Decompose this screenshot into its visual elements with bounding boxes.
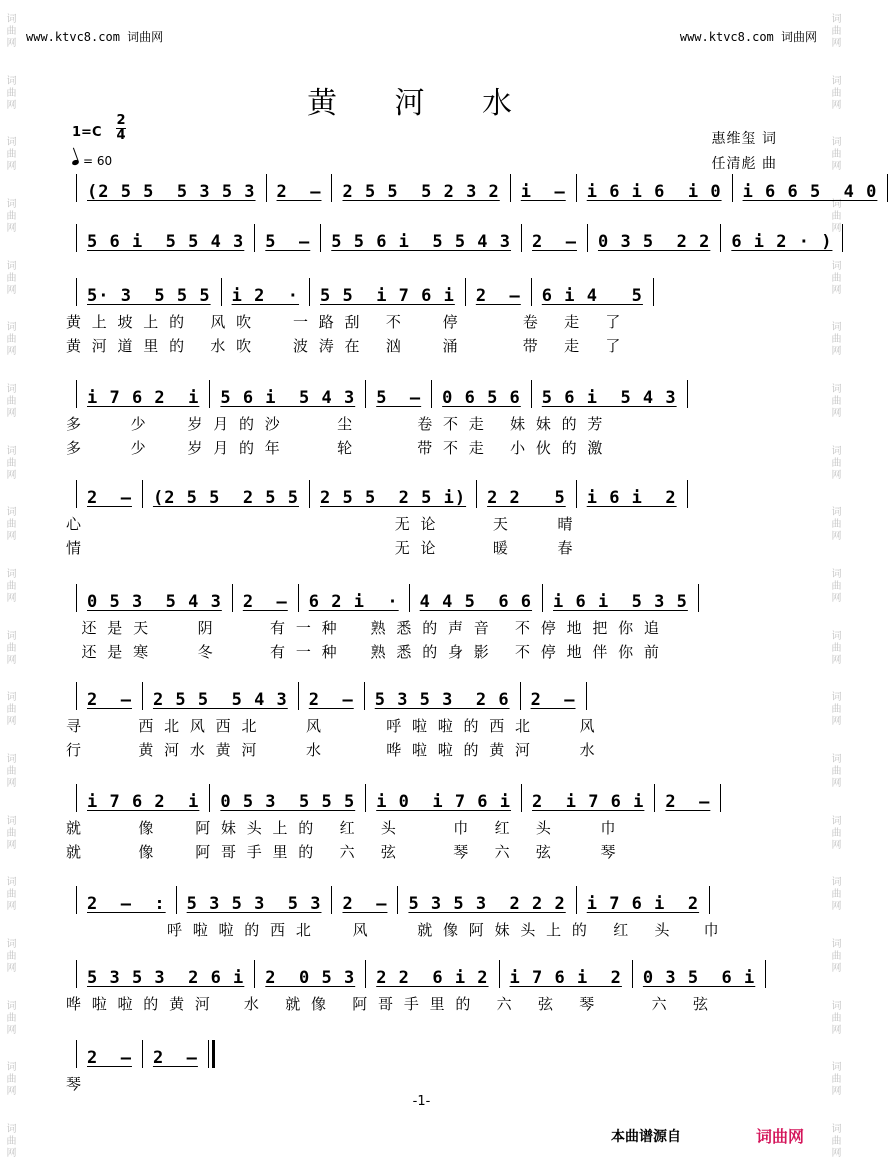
bar-line	[654, 784, 655, 812]
lyric-line: 琴	[66, 1075, 85, 1093]
lyric-line: 就 像 阿 哥 手 里 的 六 弦 琴 六 弦 琴	[66, 843, 619, 861]
notation-row	[66, 582, 778, 612]
bar-line	[521, 784, 522, 812]
measure: 2 0 5 3	[265, 968, 356, 988]
bar-line	[465, 278, 466, 306]
notation-row	[66, 478, 778, 508]
measure: 2 i 7 6 i	[532, 792, 645, 812]
bar-line	[142, 1040, 143, 1068]
measure: 6 i 2 · )	[731, 232, 833, 252]
measure: 2 – :	[87, 894, 166, 914]
bar-line	[176, 886, 177, 914]
bar-line	[521, 224, 522, 252]
bar-line	[266, 174, 267, 202]
measure: 5 –	[376, 388, 422, 408]
measure: 2 5 5 5 2 3 2	[342, 182, 500, 202]
bar-line	[365, 960, 366, 988]
tempo-marking: = 60	[72, 154, 112, 168]
measure: 6 2 i ·	[308, 592, 399, 612]
bar-line	[409, 584, 410, 612]
measure: 2 2 6 i 2	[376, 968, 489, 988]
measure: 2 –	[276, 182, 322, 202]
lyric-line: 黄 上 坡 上 的 风 吹 一 路 刮 不 停 卷 走 了	[66, 313, 624, 331]
bar-line	[397, 886, 398, 914]
bar-line	[687, 380, 688, 408]
measure: 2 5 5 2 5 i)	[320, 488, 467, 508]
bar-line	[76, 278, 77, 306]
measure: 0 5 3 5 4 3	[87, 592, 222, 612]
bar-line	[76, 174, 77, 202]
notation-row	[66, 958, 778, 988]
measure: 2 –	[342, 894, 388, 914]
bar-line	[542, 584, 543, 612]
notation-row	[66, 884, 778, 914]
footer-source-label: 本曲谱源自	[611, 1129, 681, 1145]
lyric-line: 就 像 阿 妹 头 上 的 红 头 巾 红 头 巾	[66, 819, 619, 837]
bar-line	[576, 886, 577, 914]
lyric-line: 多 少 岁 月 的 年 轮 带 不 走 小 伙 的 激	[66, 439, 606, 457]
bar-line	[76, 682, 77, 710]
lyrics-block	[66, 310, 778, 355]
bar-line	[76, 584, 77, 612]
score-system	[66, 276, 778, 355]
bar-line	[765, 960, 766, 988]
bar-line	[209, 784, 210, 812]
bar-line	[576, 174, 577, 202]
measure: i 6 6 5 4 0	[742, 182, 878, 202]
measure: 5 5 6 i 5 5 4 3	[331, 232, 512, 252]
bar-line	[732, 174, 733, 202]
bar-line	[499, 960, 500, 988]
bar-line	[320, 224, 321, 252]
measure: 5· 3 5 5 5	[87, 286, 211, 306]
measure: i 7 6 2 i	[87, 388, 200, 408]
bar-line	[476, 480, 477, 508]
score-system	[66, 1038, 778, 1098]
measure: (2 5 5 5 3 5 3	[87, 182, 256, 202]
bar-line	[76, 1040, 77, 1068]
notation-row	[66, 276, 778, 306]
lyric-line: 还 是 寒 冬 有 一 种 熟 悉 的 身 影 不 停 地 伴 你 前	[66, 643, 662, 661]
footer-brand: 词曲网	[756, 1127, 805, 1146]
bar-line	[531, 380, 532, 408]
key-signature: 1=C	[72, 125, 102, 140]
measure: 2 2 5	[487, 488, 566, 508]
bar-line	[142, 480, 143, 508]
site-url-right: www.ktvc8.com 词曲网	[679, 30, 817, 44]
lyrics-block	[66, 512, 778, 557]
notation-row	[66, 172, 878, 202]
quarter-note-icon	[71, 159, 79, 166]
lyrics-block	[66, 412, 778, 457]
bar-line	[76, 960, 77, 988]
composer-credit: 任清彪 曲	[711, 156, 777, 172]
measure: 2 –	[530, 690, 576, 710]
bar-line	[632, 960, 633, 988]
bar-line	[365, 784, 366, 812]
bar-line	[76, 380, 77, 408]
bar-line	[309, 480, 310, 508]
measure: 2 –	[87, 690, 132, 710]
notation-row	[66, 1038, 778, 1068]
bar-line	[208, 1040, 215, 1068]
lyrics-block	[66, 918, 778, 944]
side-watermark-left: 词曲网 词曲网 词曲网 词曲网 词曲网 词曲网 词曲网 词曲网 词曲网 词曲网 词曲网 词曲网 词曲网 词曲网 词曲网 词曲网 词曲网 词曲网 词曲网	[4, 12, 15, 1159]
measure: i 7 6 i 2	[586, 894, 700, 914]
bar-line	[76, 224, 77, 252]
measure: i –	[520, 182, 566, 202]
bar-line	[687, 480, 688, 508]
measure: 2 –	[308, 690, 354, 710]
measure: 5 6 i 5 4 3	[541, 388, 677, 408]
lyrics-block	[66, 714, 778, 759]
bar-line	[254, 960, 255, 988]
lyric-line: 情 无 论 暖 春	[66, 539, 576, 557]
bar-line	[76, 480, 77, 508]
lyric-line: 哗 啦 啦 的 黄 河 水 就 像 阿 哥 手 里 的 六 弦 琴 六 弦	[66, 995, 711, 1013]
lyric-line: 行 黄 河 水 黄 河 水 哗 啦 啦 的 黄 河 水	[66, 741, 598, 759]
site-url-left: www.ktvc8.com 词曲网	[26, 30, 164, 44]
bar-line	[298, 584, 299, 612]
page-number: -1-	[412, 1094, 431, 1109]
measure: 0 3 5 6 i	[642, 968, 756, 988]
bar-line	[221, 278, 222, 306]
measure: 5 6 i 5 5 4 3	[87, 232, 245, 252]
notation-row	[66, 782, 778, 812]
score-system	[66, 222, 833, 252]
song-title: 黄 河 水	[306, 86, 537, 121]
bar-line	[365, 380, 366, 408]
bar-line	[331, 174, 332, 202]
score-system	[66, 680, 778, 759]
measure: 5 3 5 3 2 6 i	[87, 968, 245, 988]
measure: 5 5 i 7 6 i	[320, 286, 455, 306]
measure: i 7 6 i 2	[509, 968, 622, 988]
bar-line	[709, 886, 710, 914]
bar-line	[232, 584, 233, 612]
measure: 2 –	[532, 232, 577, 252]
measure: i 2 ·	[231, 286, 300, 306]
lyric-line: 还 是 天 阴 有 一 种 熟 悉 的 声 音 不 停 地 把 你 追	[66, 619, 662, 637]
bar-line	[431, 380, 432, 408]
bar-line	[586, 682, 587, 710]
side-watermark-right: 词曲网 词曲网 词曲网 词曲网 词曲网 词曲网 词曲网 词曲网 词曲网 词曲网 词曲网 词曲网 词曲网 词曲网 词曲网 词曲网 词曲网 词曲网 词曲网	[829, 12, 840, 1159]
notation-row	[66, 680, 778, 710]
lyricist-credit: 惠维玺 词	[711, 131, 777, 147]
measure: i 7 6 2 i	[87, 792, 200, 812]
score-system	[66, 172, 878, 202]
lyric-line: 寻 西 北 风 西 北 风 呼 啦 啦 的 西 北 风	[66, 717, 598, 735]
bar-line	[309, 278, 310, 306]
bar-line	[510, 174, 511, 202]
lyric-line: 多 少 岁 月 的 沙 尘 卷 不 走 妹 妹 的 芳	[66, 415, 606, 433]
score-system	[66, 884, 778, 944]
bar-line	[531, 278, 532, 306]
measure: 2 –	[152, 1048, 198, 1068]
score-system	[66, 478, 778, 557]
bar-line	[698, 584, 699, 612]
score-system	[66, 958, 778, 1018]
bar-line	[76, 886, 77, 914]
lyrics-block	[66, 616, 778, 661]
notation-row	[66, 222, 833, 252]
bar-line	[720, 224, 721, 252]
time-signature: 2 4	[116, 113, 126, 143]
lyrics-block	[66, 992, 778, 1018]
measure: 5 6 i 5 4 3	[220, 388, 356, 408]
bar-line	[209, 380, 210, 408]
measure: 5 3 5 3 2 2 2	[408, 894, 566, 914]
lyric-line: 心 无 论 天 晴	[66, 515, 576, 533]
measure: 2 –	[87, 488, 132, 508]
bar-line	[720, 784, 721, 812]
measure: i 6 i 6 i 0	[586, 182, 722, 202]
measure: 2 –	[665, 792, 711, 812]
measure: 0 3 5 2 2	[597, 232, 711, 252]
measure: 2 –	[87, 1048, 132, 1068]
measure: i 6 i 2	[586, 488, 677, 508]
score-system	[66, 782, 778, 861]
lyric-line: 黄 河 道 里 的 水 吹 波 涛 在 汹 涌 带 走 了	[66, 337, 624, 355]
measure: 5 3 5 3 2 6	[374, 690, 510, 710]
measure: 6 i 4 5	[541, 286, 643, 306]
bar-line	[653, 278, 654, 306]
measure: 0 5 3 5 5 5	[220, 792, 356, 812]
lyrics-block	[66, 816, 778, 861]
bar-line	[142, 682, 143, 710]
measure: 4 4 5 6 6	[419, 592, 533, 612]
bar-line	[364, 682, 365, 710]
bar-line	[76, 784, 77, 812]
measure: 0 6 5 6	[442, 388, 521, 408]
measure: 2 –	[475, 286, 521, 306]
score-system	[66, 582, 778, 661]
measure: 5 –	[265, 232, 311, 252]
measure: 2 –	[242, 592, 288, 612]
bar-line	[298, 682, 299, 710]
bar-line	[587, 224, 588, 252]
notation-row	[66, 378, 778, 408]
bar-line	[520, 682, 521, 710]
measure: i 0 i 7 6 i	[376, 792, 512, 812]
measure: 2 5 5 5 4 3	[152, 690, 288, 710]
measure: (2 5 5 2 5 5	[152, 488, 300, 508]
bar-line	[842, 224, 843, 252]
bar-line	[331, 886, 332, 914]
bar-line	[254, 224, 255, 252]
measure: 5 3 5 3 5 3	[186, 894, 322, 914]
lyric-line: 呼 啦 啦 的 西 北 风 就 像 阿 妹 头 上 的 红 头 巾	[66, 921, 722, 939]
bar-line	[576, 480, 577, 508]
measure: i 6 i 5 3 5	[553, 592, 688, 612]
score-system	[66, 378, 778, 457]
